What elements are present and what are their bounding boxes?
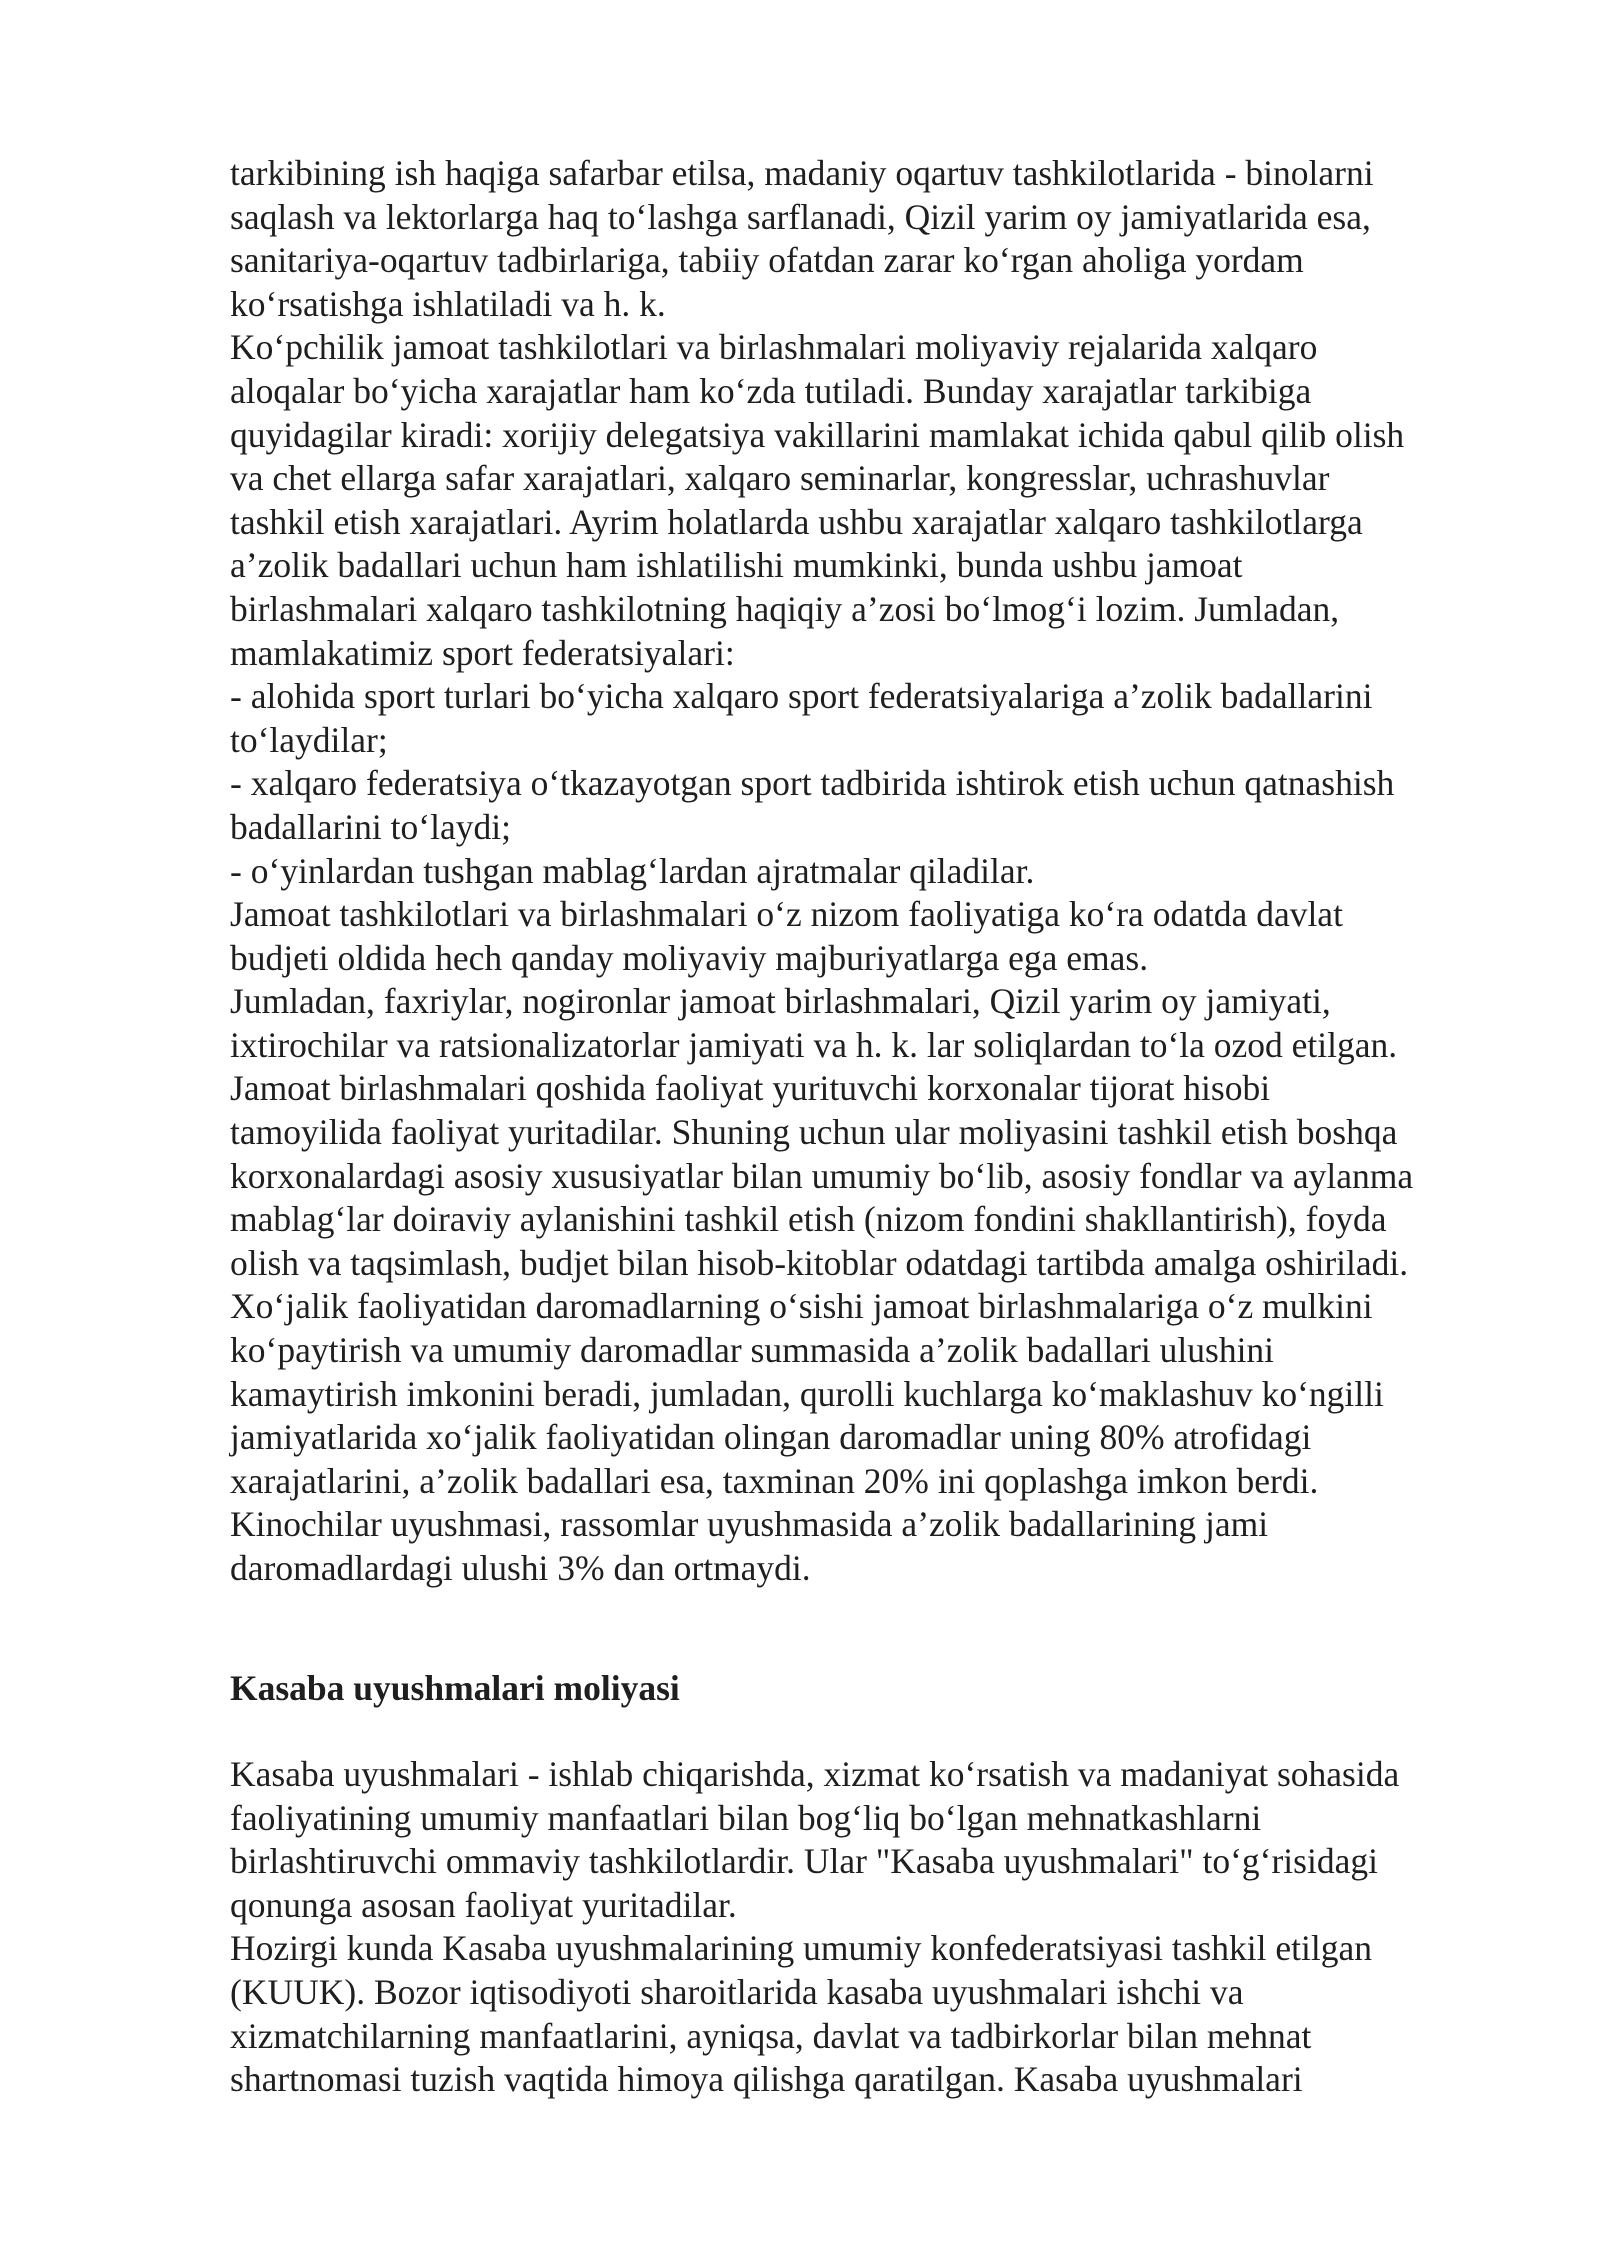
- text-line: va chet ellarga safar xarajatlari, xalqaro seminarlar, kongresslar, uchrashuvlar: [230, 458, 1330, 499]
- text-line: budjeti oldida hech qanday moliyaviy majburiyatlarga ega emas.: [230, 937, 1149, 978]
- text-line: saqlash va lektorlarga haq to‘lashga sarflanadi, Qizil yarim oy jamiyatlarida esa,: [230, 196, 1371, 237]
- text-line: - xalqaro federatsiya o‘tkazayotgan sport tadbirida ishtirok etish uchun qatnashish: [230, 763, 1395, 804]
- text-line: ixtirochilar va ratsionalizatorlar jamiyati va h. k. lar soliqlardan to‘la ozod etilgan.: [230, 1024, 1398, 1065]
- text-line: badallarini to‘laydi;: [230, 806, 511, 847]
- body-text-section-1: [230, 152, 1530, 1591]
- text-line: tashkil etish xarajatlari. Ayrim holatlarda ushbu xarajatlar xalqaro tashkilotlarga: [230, 501, 1363, 542]
- text-line: aloqalar bo‘yicha xarajatlar ham ko‘zda tutiladi. Bunday xarajatlar tarkibiga: [230, 370, 1312, 411]
- text-line: (KUUK). Bozor iqtisodiyoti sharoitlarida kasaba uyushmalari ishchi va: [230, 1971, 1244, 2012]
- text-line: shartnomasi tuzish vaqtida himoya qilishga qaratilgan. Kasaba uyushmalari: [230, 2059, 1303, 2100]
- text-line: - o‘yinlardan tushgan mablag‘lardan ajratmalar qiladilar.: [230, 850, 1035, 891]
- text-line: tamoyilida faoliyat yuritadilar. Shuning uchun ular moliyasini tashkil etish boshqa: [230, 1112, 1398, 1153]
- text-line: daromadlardagi ulushi 3% dan ortmaydi.: [230, 1548, 811, 1588]
- text-line: kamaytirish imkonini beradi, jumladan, qurolli kuchlarga ko‘maklashuv ko‘ngilli: [230, 1373, 1384, 1414]
- text-line: Jamoat birlashmalari qoshida faoliyat yurituvchi korxonalar tijorat hisobi: [230, 1068, 1271, 1109]
- text-line: mablag‘lar doiraviy aylanishini tashkil etish (nizom fondini shakllantirish), foyda: [230, 1199, 1387, 1240]
- text-line: Hozirgi kunda Kasaba uyushmalarining umumiy konfederatsiyasi tashkil etilgan: [230, 1928, 1372, 1969]
- text-line: sanitariya-oqartuv tadbirlariga, tabiiy ofatdan zarar ko‘rgan aholiga yordam: [230, 240, 1304, 281]
- text-line: olish va taqsimlash, budjet bilan hisob-kitoblar odatdagi tartibda amalga oshiriladi.: [230, 1242, 1409, 1283]
- text-line: Kinochilar uyushmasi, rassomlar uyushmasida a’zolik badallarining jami: [230, 1504, 1269, 1545]
- text-line: mamlakatimiz sport federatsiyalari:: [230, 632, 735, 673]
- text-line: korxonalardagi asosiy xususiyatlar bilan umumiy bo‘lib, asosiy fondlar va aylanma: [230, 1155, 1414, 1196]
- text-line: to‘laydilar;: [230, 719, 388, 760]
- text-line: Ko‘pchilik jamoat tashkilotlari va birlashmalari moliyaviy rejalarida xalqaro: [230, 327, 1318, 368]
- text-line: tarkibining ish haqiga safarbar etilsa, madaniy oqartuv tashkilotlarida - binolarni: [230, 153, 1374, 193]
- text-line: ko‘paytirish va umumiy daromadlar summasida a’zolik badallari ulushini: [230, 1330, 1275, 1371]
- text-line: birlashmalari xalqaro tashkilotning haqiqiy a’zosi bo‘lmog‘i lozim. Jumladan,: [230, 588, 1340, 629]
- section-heading: Kasaba uyushmalari moliyasi: [230, 1668, 680, 1708]
- text-line: Xo‘jalik faoliyatidan daromadlarning o‘sishi jamoat birlashmalariga o‘z mulkini: [230, 1286, 1373, 1327]
- body-text-section-2: [230, 1753, 1399, 2102]
- text-line: quyidagilar kiradi: xorijiy delegatsiya vakillarini mamlakat ichida qabul qilib olish: [230, 414, 1405, 455]
- document-page: [230, 152, 1530, 2100]
- text-line: xarajatlarini, a’zolik badallari esa, taxminan 20% ini qoplashga imkon berdi.: [230, 1460, 1319, 1501]
- text-line: Jumladan, faxriylar, nogironlar jamoat birlashmalari, Qizil yarim oy jamiyati,: [230, 981, 1331, 1022]
- text-line: faoliyatining umumiy manfaatlari bilan bog‘liq bo‘lgan mehnatkashlarni: [230, 1797, 1262, 1838]
- text-line: xizmatchilarning manfaatlarini, ayniqsa, davlat va tadbirkorlar bilan mehnat: [230, 2015, 1312, 2056]
- text-line: Jamoat tashkilotlari va birlashmalari o‘z nizom faoliyatiga ko‘ra odatda davlat: [230, 894, 1343, 935]
- text-line: Kasaba uyushmalari - ishlab chiqarishda, xizmat ko‘rsatish va madaniyat sohasida: [230, 1754, 1400, 1794]
- text-line: jamiyatlarida xo‘jalik faoliyatidan olingan daromadlar uning 80% atrofidagi: [230, 1417, 1312, 1458]
- text-line: ko‘rsatishga ishlatiladi va h. k.: [230, 283, 666, 324]
- text-line: a’zolik badallari uchun ham ishlatilishi mumkinki, bunda ushbu jamoat: [230, 545, 1243, 586]
- text-line: - alohida sport turlari bo‘yicha xalqaro sport federatsiyalariga a’zolik badallarini: [230, 676, 1373, 717]
- text-line: qonunga asosan faoliyat yuritadilar.: [230, 1884, 737, 1925]
- text-line: birlashtiruvchi ommaviy tashkilotlardir. Ular "Kasaba uyushmalari" to‘g‘risidagi: [230, 1841, 1378, 1882]
